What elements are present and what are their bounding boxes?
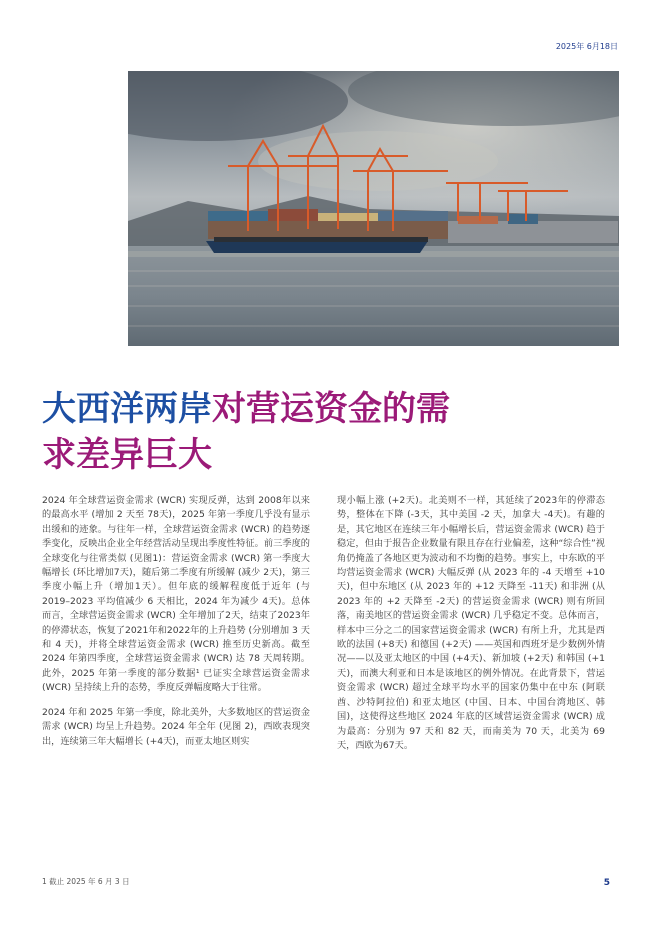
- body-column-right: [337, 494, 605, 763]
- footnote: 1 截止 2025 年 6 月 3 日: [42, 877, 130, 886]
- page-number: 5: [603, 878, 610, 888]
- report-date: 2025年 6月18日: [555, 42, 618, 51]
- port-cranes-photo: [128, 71, 619, 346]
- page-title: [42, 386, 462, 478]
- paragraph: 现小幅上涨 (+2天)。北美则不一样，其延续了2023年的停滞态势，整体在下降 (-3天，其中美国 -2 天，加拿大 -4天)。有趣的是，其它地区在连续三年小幅增长后，营运资金需求 (WCR) 趋于稳定，但由于报告企业数量有限且存在行业偏差，这种“综合性”视角仍掩盖了各地区更为波动和不均衡的趋势。事实上，中东欧的平均营运资金需求 (WCR) 大幅反弹 (从 2023 年的 -4 天增至 +10 天)，但中东地区 (从 2023 年的 +12 天降至 -11天) 和非洲 (从2023 年的 +2 天降至 -2天) 的营运资金需求 (WCR) 则有所回落，南美地区的营运资金需求 (WCR) 几乎稳定不变。总体而言，样本中三分之二的国家营运资金需求 (WCR) 有所上升，尤其是西欧的法国 (+8天) 和德国 (+2天) ——英国和西班牙是少数例外情况——以及亚太地区的中国 (+4天)、新加坡 (+2天) 和韩国 (+1天)，而澳大利亚和日本是该地区的例外情况。在此背景下，营运资金需求 (WCR) 超过全球平均水平的国家仍集中在中东 (阿联酋、沙特阿拉伯) 和亚太地区 (中国、日本、中国台湾地区、韩国)，这使得这些地区 2024 年底的区域营运资金需求 (WCR) 成为最高：分别为 97 天和 82 天，而南美为 70 天，北美为 69 天，西欧为67天。: [337, 495, 605, 751]
- paragraph: 2024 年和 2025 年第一季度，除北美外，大多数地区的营运资金需求 (WCR) 均呈上升趋势。2024 年全年 (见图 2)，西欧表现突出，连续第三年大幅增长 (+4天)，而亚太地区则实: [42, 706, 310, 747]
- body-column-left: [42, 494, 310, 759]
- title-part-magenta: 对营运资金的需求差异巨大: [42, 389, 450, 475]
- paragraph: 2024 年全球营运资金需求 (WCR) 实现反弹，达到 2008年以来的最高水平 (增加 2 天至 78天)，2025 年第一季度几乎没有显示出缓和的迹象。与往年一样，全球营运资金需求 (WCR) 的趋势逐季变化，反映出企业全年经营活动呈现出季度性特征。前三季度的全球变化与往常类似 (见图1)：营运资金需求 (WCR) 第一季度大幅增长 (环比增加7天)，随后第二季度有所缓解 (减少 2天)，第三季度小幅上升（增加1天）。但年底的缓解程度低于近年 (与 2019–2023 平均值减少 6 天相比，2024 年为减少 4天)。总体而言，全球营运资金需求 (WCR) 全年增加了2天，结束了2023年的停滞状态，恢复了2021年和2022年的上升趋势 (分别增加 3 天和 4 天)，并将全球营运资金需求 (WCR) 推至历史新高。截至 2024 年第四季度，全球营运资金需求 (WCR) 达 78 天周转期。此外，2025 年第一季度的部分数据¹ 已证实全球营运资金需求 (WCR) 呈持续上升的态势，季度反弹幅度略大于往常。: [42, 495, 310, 694]
- title-part-blue: 大西洋两岸: [42, 389, 212, 429]
